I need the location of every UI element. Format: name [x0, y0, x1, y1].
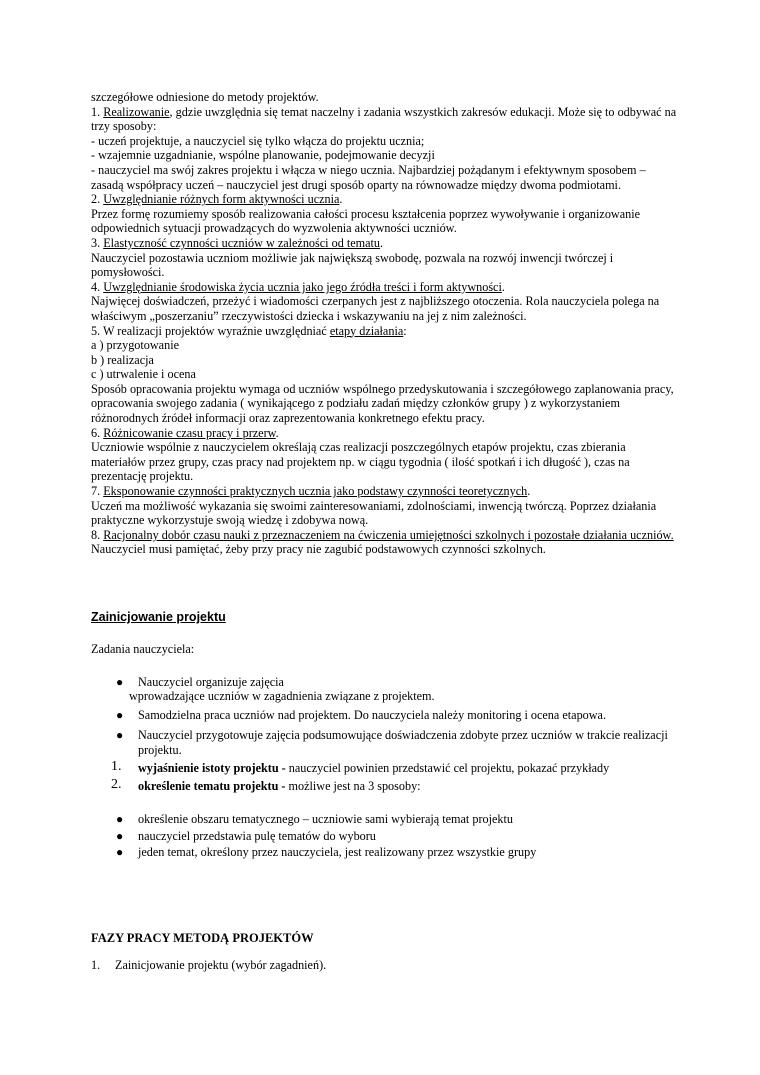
list-number: 1.: [91, 958, 101, 972]
line: Przez formę rozumiemy sposób realizowania całości procesu kształcenia poprzez wywoływanie i organizowanie odpowiednich sytuacji prowadzących do wyzwolenia aktywności uczniów.: [91, 206, 641, 236]
task-list: [91, 675, 681, 690]
line: Najwięcej doświadczeń, przeżyć i wiadomości czerpanych jest z najbliższego otoczenia. Rola nauczyciela polega na właściwym „poszerzaniu” rzeczywistości dziecka i wskazywaniu na jej z nim zależności.: [91, 294, 660, 323]
list-item-text: nauczyciel przedstawia pulę tematów do wyboru: [138, 828, 376, 843]
section-heading: FAZY PRACY METODĄ PROJEKTÓW: [91, 931, 314, 945]
list-item-text: Samodzielna praca uczniów nad projektem. Do nauczyciela należy monitoring i ocena etapowa.: [138, 708, 607, 722]
num: 8.: [91, 527, 104, 542]
point-2: [91, 192, 681, 207]
list-item-text: możliwe jest na 3 sposoby:: [288, 779, 421, 793]
bullet-icon: ●: [116, 728, 124, 742]
options-list: [91, 812, 681, 860]
point-5-text: 5. W realizacji projektów wyraźnie uwzględniać: [91, 323, 330, 338]
point-5-title: etapy działania: [329, 323, 404, 338]
list-item-text: nauczyciel powinien przedstawić cel projektu, pokazać przykłady: [288, 761, 610, 775]
line: Uczeń ma możliwość wykazania się swoimi zainteresowaniami, zdolnościami, inwencją twórczą. Poprzez działania praktyczne wykorzystuje swoją wiedzę i zdobywa nową.: [91, 498, 657, 528]
line: c ) utrwalenie i ocena: [91, 367, 196, 382]
punct: .: [339, 192, 343, 207]
numbered-list: [91, 761, 681, 776]
punct: .: [527, 484, 531, 499]
num: 1.: [91, 104, 104, 119]
list-item-bold: wyjaśnienie istoty projektu -: [138, 761, 289, 775]
line: - uczeń projektuje, a nauczyciel się tylko włącza do projektu ucznia;: [91, 133, 425, 148]
num: 6.: [91, 425, 104, 440]
list-item-text: określenie obszaru tematycznego – uczniowie sami wybierają temat projektu: [138, 812, 513, 826]
line: Nauczyciel musi pamiętać, żeby przy pracy nie zagubić podstawowych czynności szkolnych.: [91, 542, 546, 557]
list-item-continuation: wprowadzające uczniów w zagadnienia związane z projektem.: [129, 689, 435, 703]
list-item: [91, 761, 681, 776]
point-8-title: Racjonalny dobór czasu nauki z przeznaczeniem na ćwiczenia umiejętności szkolnych i pozostałe działania uczniów.: [103, 527, 674, 542]
line: szczegółowe odniesione do metody projektów.: [91, 90, 319, 104]
line: - nauczyciel ma swój zakres projektu i włącza w niego ucznia. Najbardziej pożądanym i efektywnym sposobem – zasadą współpracy uczeń – nauczyciel jest drugi sposób oparty na równowadze między dwoma podmiotami.: [91, 162, 646, 192]
point-6-title: Różnicowanie czasu pracy i przerw: [103, 425, 276, 440]
section-heading: Zainicjowanie projektu: [91, 610, 226, 624]
list-item: [91, 708, 681, 723]
list-item: [91, 958, 326, 973]
task-list: [91, 728, 681, 757]
list-item-text: Zainicjowanie projektu (wybór zagadnień).: [115, 958, 327, 972]
list-item: [91, 829, 681, 844]
section-intro: Zadania nauczyciela:: [91, 642, 195, 656]
list-number: 2.: [111, 777, 122, 792]
line: - wzajemnie uzgadnianie, wspólne planowanie, podejmowanie decyzji: [91, 148, 435, 163]
point-3: [91, 236, 681, 251]
point-4-title: Uwzględnianie środowiska życia ucznia jako jego źródła treści i form aktywności: [103, 279, 502, 294]
num: 4.: [91, 279, 104, 294]
line: Sposób opracowania projektu wymaga od uczniów wspólnego przedyskutowania i szczegółowego zaplanowania pracy, opracowania swojego zadania ( wynikającego z podziału zadań między członków grupy ) z wykorzystaniem różnorodnych źródeł informacji oraz zaprezentowania konkretnego efektu pracy.: [91, 381, 674, 426]
list-item: [91, 675, 681, 690]
bullet-icon: ●: [116, 708, 124, 722]
list-item: [91, 779, 681, 794]
line: b ) realizacja: [91, 352, 154, 367]
list-item-text: Nauczyciel organizuje zajęcia: [138, 675, 284, 689]
bullet-icon: ●: [116, 675, 124, 689]
point-1-title: Realizowanie: [103, 104, 170, 119]
punct: .: [501, 279, 505, 294]
point-7-title: Eksponowanie czynności praktycznych ucznia jako podstawy czynności teoretycznych: [103, 484, 528, 499]
line: Nauczyciel pozostawia uczniom możliwie jak największą swobodę, pozwala na rozwój inwencji twórczej i pomysłowości.: [91, 250, 614, 280]
list-item-text: Nauczyciel przygotowuje zajęcia podsumowujące doświadczenia zdobyte przez uczniów w trakcie realizacji projektu.: [138, 728, 668, 757]
list-item: [91, 812, 681, 827]
list-item-text: jeden temat, określony przez nauczyciela, jest realizowany przez wszystkie grupy: [138, 845, 537, 860]
punct: .: [380, 235, 384, 250]
num: 3.: [91, 235, 104, 250]
task-list: [91, 708, 681, 723]
num: 7.: [91, 484, 104, 499]
bullet-icon: ●: [116, 845, 124, 860]
point-4: [91, 280, 681, 295]
numbered-list: [91, 779, 681, 794]
point-1: [91, 105, 681, 134]
list-number: 1.: [111, 759, 122, 774]
bullet-icon: ●: [116, 812, 124, 826]
point-7: [91, 484, 681, 499]
list-item-bold: określenie tematu projektu -: [138, 779, 289, 793]
line: Uczniowie wspólnie z nauczycielem określają czas realizacji poszczególnych etapów projektu, czas zbierania materiałów przez grupy, czas pracy nad projektem np. w ciągu tygodnia ( ilość spotkań i ich długość ), czas na prezentację projektu.: [91, 440, 630, 484]
num: 2.: [91, 192, 104, 207]
point-5: [91, 324, 681, 339]
point-8: [91, 528, 681, 543]
point-3-title: Elastyczność czynności uczniów w zależności od tematu: [103, 235, 381, 250]
line: a ) przygotowanie: [91, 338, 179, 353]
body-text: [91, 90, 681, 557]
bullet-icon: ●: [116, 828, 124, 843]
punct: :: [403, 323, 407, 338]
punct: .: [275, 425, 279, 440]
point-1-text: , gdzie uwzględnia się temat naczelny i zadania wszystkich zakresów edukacji. Może się to odbywać na trzy sposoby:: [91, 104, 677, 134]
list-item: [91, 728, 681, 757]
point-6: [91, 426, 681, 441]
list-item: [91, 845, 681, 860]
point-2-title: Uwzględnianie różnych form aktywności ucznia: [103, 192, 340, 207]
